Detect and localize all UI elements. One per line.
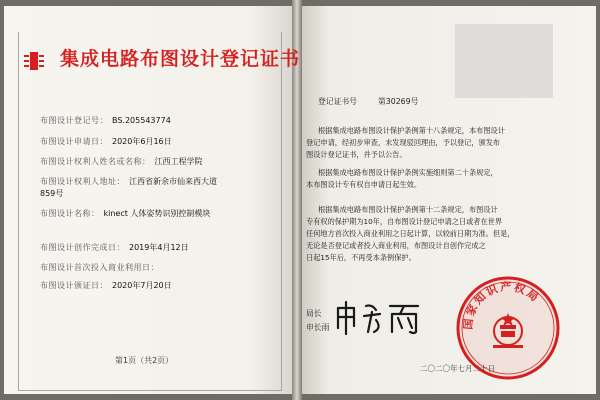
paragraph-line: 根据集成电路布图设计保护条例实施细则第二十条规定， xyxy=(318,168,498,177)
application-date-field xyxy=(40,136,172,147)
page-number: 第1页（共2页） xyxy=(115,356,174,365)
cert-number-value: 第30269号 xyxy=(378,97,419,106)
field-label: 布图设计申请日： xyxy=(40,137,108,146)
field-value: 江西省新余市仙来西大道 xyxy=(129,177,217,186)
seal-text: 国家知识产权局 xyxy=(461,280,543,331)
paragraph-line: 本布图设计专有权自申请日起生效。 xyxy=(306,180,422,189)
issue-date-field xyxy=(40,280,172,291)
field-value: 江西工程学院 xyxy=(154,157,203,166)
field-value: BS.205543774 xyxy=(112,116,171,125)
field-label: 布图设计首次投入商业利用日： xyxy=(40,263,159,272)
paragraph-line: 日起15年后，不再受本条例保护。 xyxy=(306,253,416,262)
paragraph-line: 任何地方首次投入商业利用之日起计算，以较前日期为准。但是， xyxy=(306,229,515,238)
design-name-field xyxy=(40,208,210,219)
director-label: 局长 xyxy=(306,309,322,318)
paragraph-line: 根据集成电路布图设计保护条例第十八条规定，本布图设计 xyxy=(318,126,505,135)
field-value: 2020年6月16日 xyxy=(112,137,172,146)
field-label: 布图设计创作完成日： xyxy=(40,243,125,252)
rights-holder-field xyxy=(40,156,203,167)
field-label: 布图设计权利人姓名或名称： xyxy=(40,157,151,166)
field-label: 布图设计登记号： xyxy=(40,116,108,125)
cert-number-label: 登记证书号 xyxy=(318,97,357,106)
applicant-label: 申长雨 xyxy=(306,323,330,332)
holder-address-continued xyxy=(40,188,63,199)
director-signature xyxy=(332,298,427,338)
paragraph-line: 图设计登记证书，并予以公告。 xyxy=(306,150,407,159)
field-value: 2020年7月20日 xyxy=(112,281,172,290)
first-commercial-use-field xyxy=(40,262,163,273)
paragraph-line: 专有权的保护期为10年，自布图设计登记申请之日或者在世界 xyxy=(306,217,503,226)
holder-address-field xyxy=(40,176,217,187)
creation-date-field xyxy=(40,242,189,253)
paragraph-line: 根据集成电路布图设计保护条例第十二条规定，布图设计 xyxy=(318,205,498,214)
paragraph-line: 登记申请，经初步审查，未发现驳回理由，予以登记，颁发布 xyxy=(306,138,501,147)
registration-number-field xyxy=(40,115,171,126)
field-label: 布图设计权利人地址： xyxy=(40,177,125,186)
certificate-title: 集成电路布图设计登记证书 xyxy=(60,48,301,70)
stamp-box xyxy=(455,24,553,98)
field-label: 布图设计颁证日： xyxy=(40,281,108,290)
field-value: kinect 人体姿势识别控制模块 xyxy=(103,209,211,218)
field-label: 布图设计名称： xyxy=(40,209,100,218)
paragraph-line: 无论是否登记或者投入商业利用，布图设计自创作完成之 xyxy=(306,241,486,250)
field-value: 2019年4月12日 xyxy=(129,243,189,252)
field-value: 859号 xyxy=(40,189,64,198)
issue-date: 二〇二〇年七月二十日 xyxy=(420,364,495,373)
chip-emblem-icon xyxy=(20,50,48,72)
